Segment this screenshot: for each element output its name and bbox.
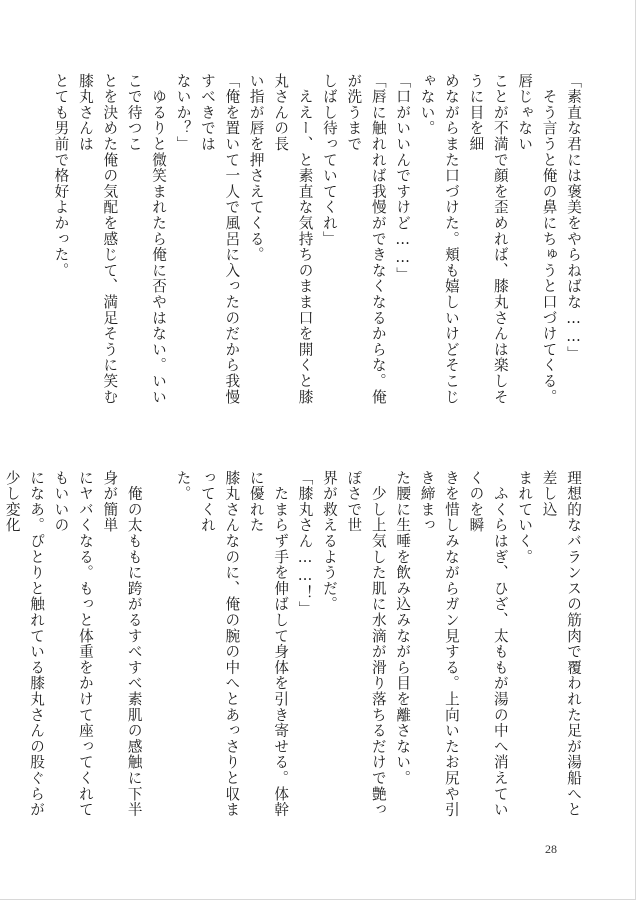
text-line: そう言うと俺の鼻にちゅうと口づけてくる。唇じゃない bbox=[516, 73, 558, 405]
text-line: 少し上気した肌に水滴が滑り落ちるだけで艶っぽさで世 bbox=[345, 470, 387, 818]
text-line: 「素直な君には褒美をやらねばな……」 bbox=[565, 73, 582, 363]
text-line: た腰に生唾を飲み込みながら目を離さない。 bbox=[394, 470, 412, 786]
text-line: めながらまた口づけた。頬も嬉しいけどそこじゃない。 bbox=[418, 73, 460, 405]
text-line: になあ。ぴとりと触れている膝丸さんの股ぐらが少し変化 bbox=[3, 470, 46, 818]
page-number: 28 bbox=[545, 842, 557, 856]
text-line: にヤバくなる。もっと体重をかけて座ってくれてもいいの bbox=[52, 470, 94, 818]
text-line: ないか？」 bbox=[174, 73, 192, 152]
text-line: ふくらはぎ、ひざ、太ももが湯の中へ消えていくのを瞬 bbox=[467, 470, 509, 818]
text-line: ことが不満で顔を歪めれば、膝丸さんは楽しそうに目を細 bbox=[467, 73, 509, 405]
text-line: ええー、と素直な気持ちのまま口を開くと膝丸さんの長 bbox=[272, 73, 314, 405]
text-line: た。 bbox=[174, 470, 192, 502]
text-line: い指が唇を押さえてくる。 bbox=[247, 73, 265, 263]
text-line: とを決めた俺の気配を感じて、満足そうに笑む膝丸さんは bbox=[76, 73, 119, 405]
text-line: 理想的なバランスの筋肉で覆われた足が湯船へと差し込 bbox=[540, 470, 582, 818]
text-line: 「口がいいんですけど……」 bbox=[394, 73, 412, 284]
text-line: きを惜しみながらガン見する。上向いたお尻や引き締まっ bbox=[418, 470, 460, 818]
text-line: 「唇に触れれば我慢ができなくなるからな。俺が洗うまで bbox=[345, 73, 387, 405]
blank-line bbox=[146, 470, 170, 825]
text-line: 俺の太ももに跨がるすべすべ素肌の感触に下半身が簡単 bbox=[101, 470, 143, 818]
text-line: 「膝丸さん……！」 bbox=[296, 470, 314, 617]
upper-text-block bbox=[48, 73, 585, 418]
text-line: まれていく。 bbox=[516, 470, 534, 565]
text-line: 「俺を置いて一人で風呂に入ったのだから我慢すべきでは bbox=[198, 73, 241, 405]
text-line: とても男前で格好よかった。 bbox=[52, 73, 70, 279]
lower-text-block bbox=[0, 470, 585, 825]
text-line: たまらず手を伸ばして身体を引き寄せる。体幹に優れた bbox=[247, 470, 290, 818]
text-line: ゆるりと微笑まれたら俺に否やはない。いいこで待つこ bbox=[125, 73, 168, 405]
text-line: しばし待っていてくれ」 bbox=[320, 73, 338, 247]
text-line: 膝丸さんなのに、俺の腕の中へとあっさりと収まってくれ bbox=[198, 470, 241, 818]
text-line: 界が救えるようだ。 bbox=[320, 470, 338, 613]
